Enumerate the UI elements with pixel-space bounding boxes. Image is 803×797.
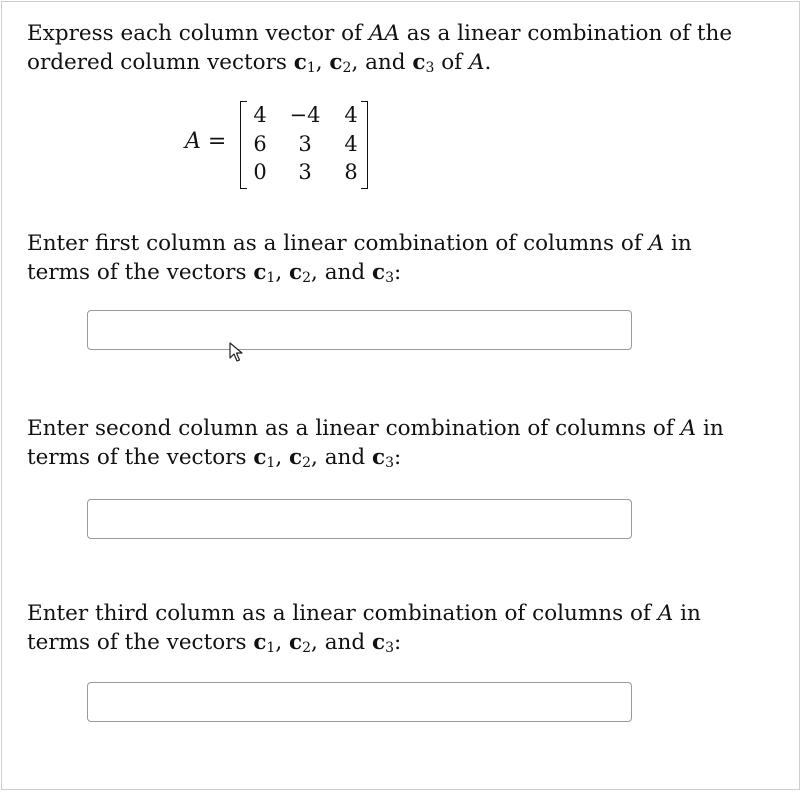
subscript: 2 xyxy=(302,640,312,656)
mouse-pointer-icon xyxy=(229,342,245,364)
separator: : xyxy=(393,630,402,655)
subscript: 3 xyxy=(425,60,435,76)
question-panel xyxy=(1,1,800,790)
question-second-column xyxy=(27,414,767,472)
subscript: 3 xyxy=(385,640,394,656)
separator: , and xyxy=(311,260,372,285)
subscript: 1 xyxy=(266,270,276,286)
question-text: in terms of the vectors xyxy=(27,601,701,655)
matrix-symbol: AA xyxy=(368,21,400,46)
subscript: 1 xyxy=(306,60,316,76)
matrix-symbol: A xyxy=(657,601,674,626)
subscript: 2 xyxy=(342,60,352,76)
question-text: in terms of the vectors xyxy=(27,231,692,285)
vector-c1: c xyxy=(253,630,267,655)
separator: , xyxy=(275,260,290,285)
separator: , and xyxy=(351,50,413,75)
vector-c1: c xyxy=(293,50,307,75)
subscript: 1 xyxy=(266,455,276,471)
subscript: 3 xyxy=(385,455,394,471)
separator: : xyxy=(393,445,402,470)
matrix-label: A = xyxy=(185,129,227,154)
intro-text-part: Express each column vector of xyxy=(27,21,369,46)
matrix-cell: 6 xyxy=(253,132,267,156)
matrix-cell: −4 xyxy=(289,103,321,127)
matrix-cell: 0 xyxy=(253,160,267,184)
second-column-answer-input[interactable] xyxy=(87,499,632,539)
subscript: 1 xyxy=(266,640,276,656)
separator: , xyxy=(275,630,290,655)
question-text: Enter second column as a linear combination of columns of xyxy=(27,416,681,441)
vector-c2: c xyxy=(289,445,303,470)
vector-c1: c xyxy=(253,445,267,470)
separator: : xyxy=(393,260,402,285)
vector-c3: c xyxy=(412,50,426,75)
vector-c2: c xyxy=(329,50,343,75)
matrix-cell: 3 xyxy=(298,132,312,156)
matrix-cell: 4 xyxy=(253,103,267,127)
subscript: 2 xyxy=(302,455,312,471)
intro-text xyxy=(27,19,747,77)
vector-c3: c xyxy=(371,445,386,470)
separator: , and xyxy=(311,445,372,470)
separator: , and xyxy=(311,630,372,655)
question-third-column xyxy=(27,599,747,657)
subscript: 3 xyxy=(385,270,394,286)
matrix-symbol: A xyxy=(648,231,665,256)
matrix-cell: 4 xyxy=(344,132,358,156)
question-text: Enter first column as a linear combination of columns of xyxy=(27,231,649,256)
question-text: in terms of the vectors xyxy=(27,416,724,470)
vector-c3: c xyxy=(371,630,386,655)
separator: , xyxy=(315,50,330,75)
vector-c2: c xyxy=(289,630,303,655)
matrix-symbol: A xyxy=(680,416,697,441)
matrix-cell: 3 xyxy=(298,160,312,184)
intro-text-part: as a linear combination of the ordered column vectors xyxy=(27,21,733,75)
subscript: 2 xyxy=(302,270,312,286)
separator: , xyxy=(275,445,290,470)
vector-c1: c xyxy=(253,260,267,285)
matrix-a xyxy=(240,99,370,191)
matrix-cell: 8 xyxy=(344,160,358,184)
question-first-column xyxy=(27,229,747,287)
matrix-symbol: A xyxy=(468,50,485,75)
vector-c3: c xyxy=(371,260,386,285)
third-column-answer-input[interactable] xyxy=(87,682,632,722)
question-text: Enter third column as a linear combination of columns of xyxy=(27,601,658,626)
separator: . xyxy=(484,50,492,75)
separator: of xyxy=(434,50,469,75)
matrix-cell: 4 xyxy=(344,103,358,127)
first-column-answer-input[interactable] xyxy=(87,310,632,350)
vector-c2: c xyxy=(289,260,303,285)
